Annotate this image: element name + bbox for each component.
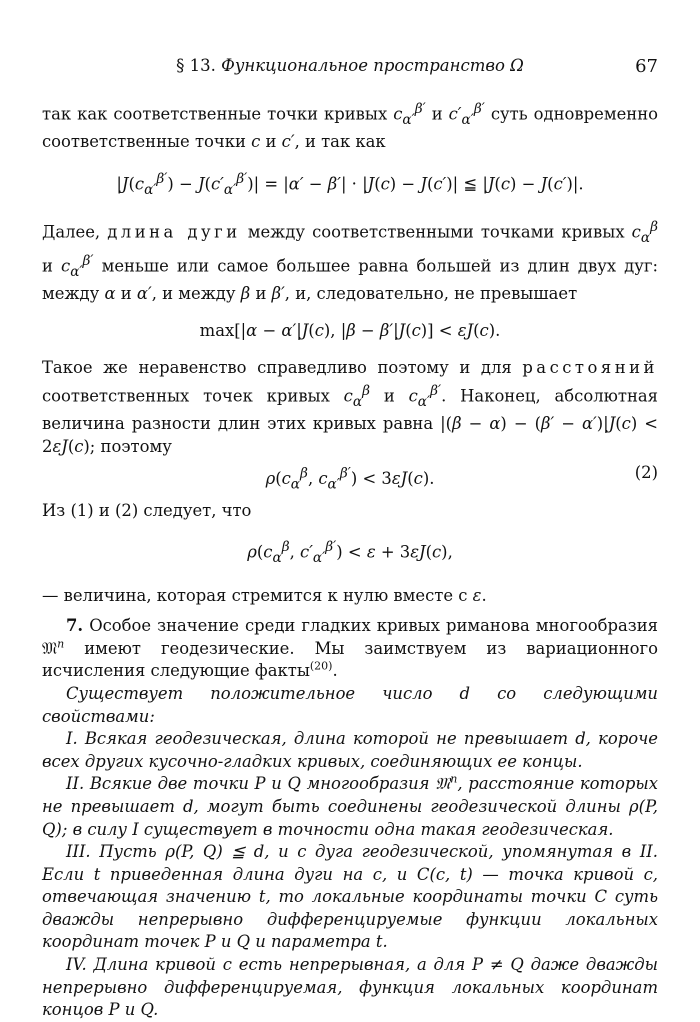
p3-start: Такое же неравенство справедливо поэтому и для xyxy=(42,358,512,378)
header-title-wrap xyxy=(42,56,658,75)
header-title: Функциональное пространство Ω xyxy=(221,56,524,75)
paragraph-5: — величина, которая стремится к нулю вместе с ε. xyxy=(42,585,487,605)
spaced-term-distances: расстояний xyxy=(522,358,658,378)
equation-2-body: $\rho(c_\alpha^\beta$, $c_{\alpha'}^{\beta'}) < 3\varepsilon J(c)$. xyxy=(265,465,435,493)
p2-start: Далее, xyxy=(42,222,101,242)
property-I: I. Всякая геодезическая, длина которой не превышает d, короче всех других кусочно-гладких кривых, соединяющих ее концы. xyxy=(42,729,658,771)
section-number: § 13. xyxy=(176,56,216,75)
page-body xyxy=(42,98,658,1022)
paragraph-6: 7. Особое значение среди гладких кривых риманова многообразия 𝔐$^n$ имеют геодезические. Мы заимствуем из вариационного исчисления следующие факты$^{(20)}$. xyxy=(42,616,658,681)
equation-c: $\rho(c_\alpha^\beta$, $c'_{\alpha'}^{\beta'}) < \varepsilon + 3\varepsilon J(c)$, xyxy=(247,539,453,566)
property-IV: IV. Длина кривой c есть непрерывная, а для P ≠ Q даже дважды непрерывно дифференцируемая, функция локальных координат концов P и Q. xyxy=(42,955,658,1020)
paragraph-7: Существует положительное число d со следующими свойствами: xyxy=(42,683,658,726)
running-header xyxy=(42,56,658,80)
equation-2-number: (2) xyxy=(634,463,658,483)
paragraph-1: так как соответственные точки кривых $c_{\alpha'}^{\beta'}$ и $c'_{\alpha'}^{\beta'}$ суть одновременно соответственные точки c и c′, и так как xyxy=(42,101,658,152)
item-number-7: 7. xyxy=(66,616,84,636)
page-number: 67 xyxy=(635,56,658,77)
property-III: III. Пусть ρ(P, Q) ≦ d, и c дуга геодезической, упомянутая в II. Если t приведенная длина дуги на c, и C(c, t) — точка кривой c, отвечающая значению t, то локальные координаты точки C суть дважды непрерывно дифференцируемые функции локальных координат точек P и Q и параметра t. xyxy=(42,842,658,952)
paragraph-3: Такое же неравенство справедливо поэтому и для расстояний соответственных точек кривых $c_\alpha^\beta$ и $c_{\alpha'}^{\beta'}$. Наконец, абсолютная величина разности длин этих кривых равна |(β − α) − (β′ − α′)|J(c) < 2εJ(c); поэтому xyxy=(42,358,659,456)
equation-b: max[|α − α′|J(c), |β − β′|J(c)] < εJ(c). xyxy=(199,320,501,340)
equation-2 xyxy=(42,462,658,495)
paragraph-4: Из (1) и (2) следует, что xyxy=(42,500,252,520)
equation-a: $|J(c_{\alpha'}^{\beta'}) - J(c'_{\alpha'}^{\beta'})| = |\alpha' - \beta'| \cdot |J(c) - J(c')|$ ≦ |J(c) − J(c′)|. xyxy=(116,170,584,198)
spaced-term-arc-length: длина дуги xyxy=(107,222,241,242)
paragraph-2: Далее, длина дуги между соответственными точками кривых $c_\alpha^\beta$ и $c_{\alpha'}^{\beta'}$ меньше или самое большее равна большей из длин двух дуг: между α и α′, и между β и β′, и, следовательно, не превышает xyxy=(42,219,658,303)
property-II: II. Всякие две точки P и Q многообразия 𝔐$^n$, расстояние которых не превышает d, могут быть соединены геодезической длины ρ(P, Q); в силу I существует в точности одна такая геодезическая. xyxy=(42,772,658,839)
